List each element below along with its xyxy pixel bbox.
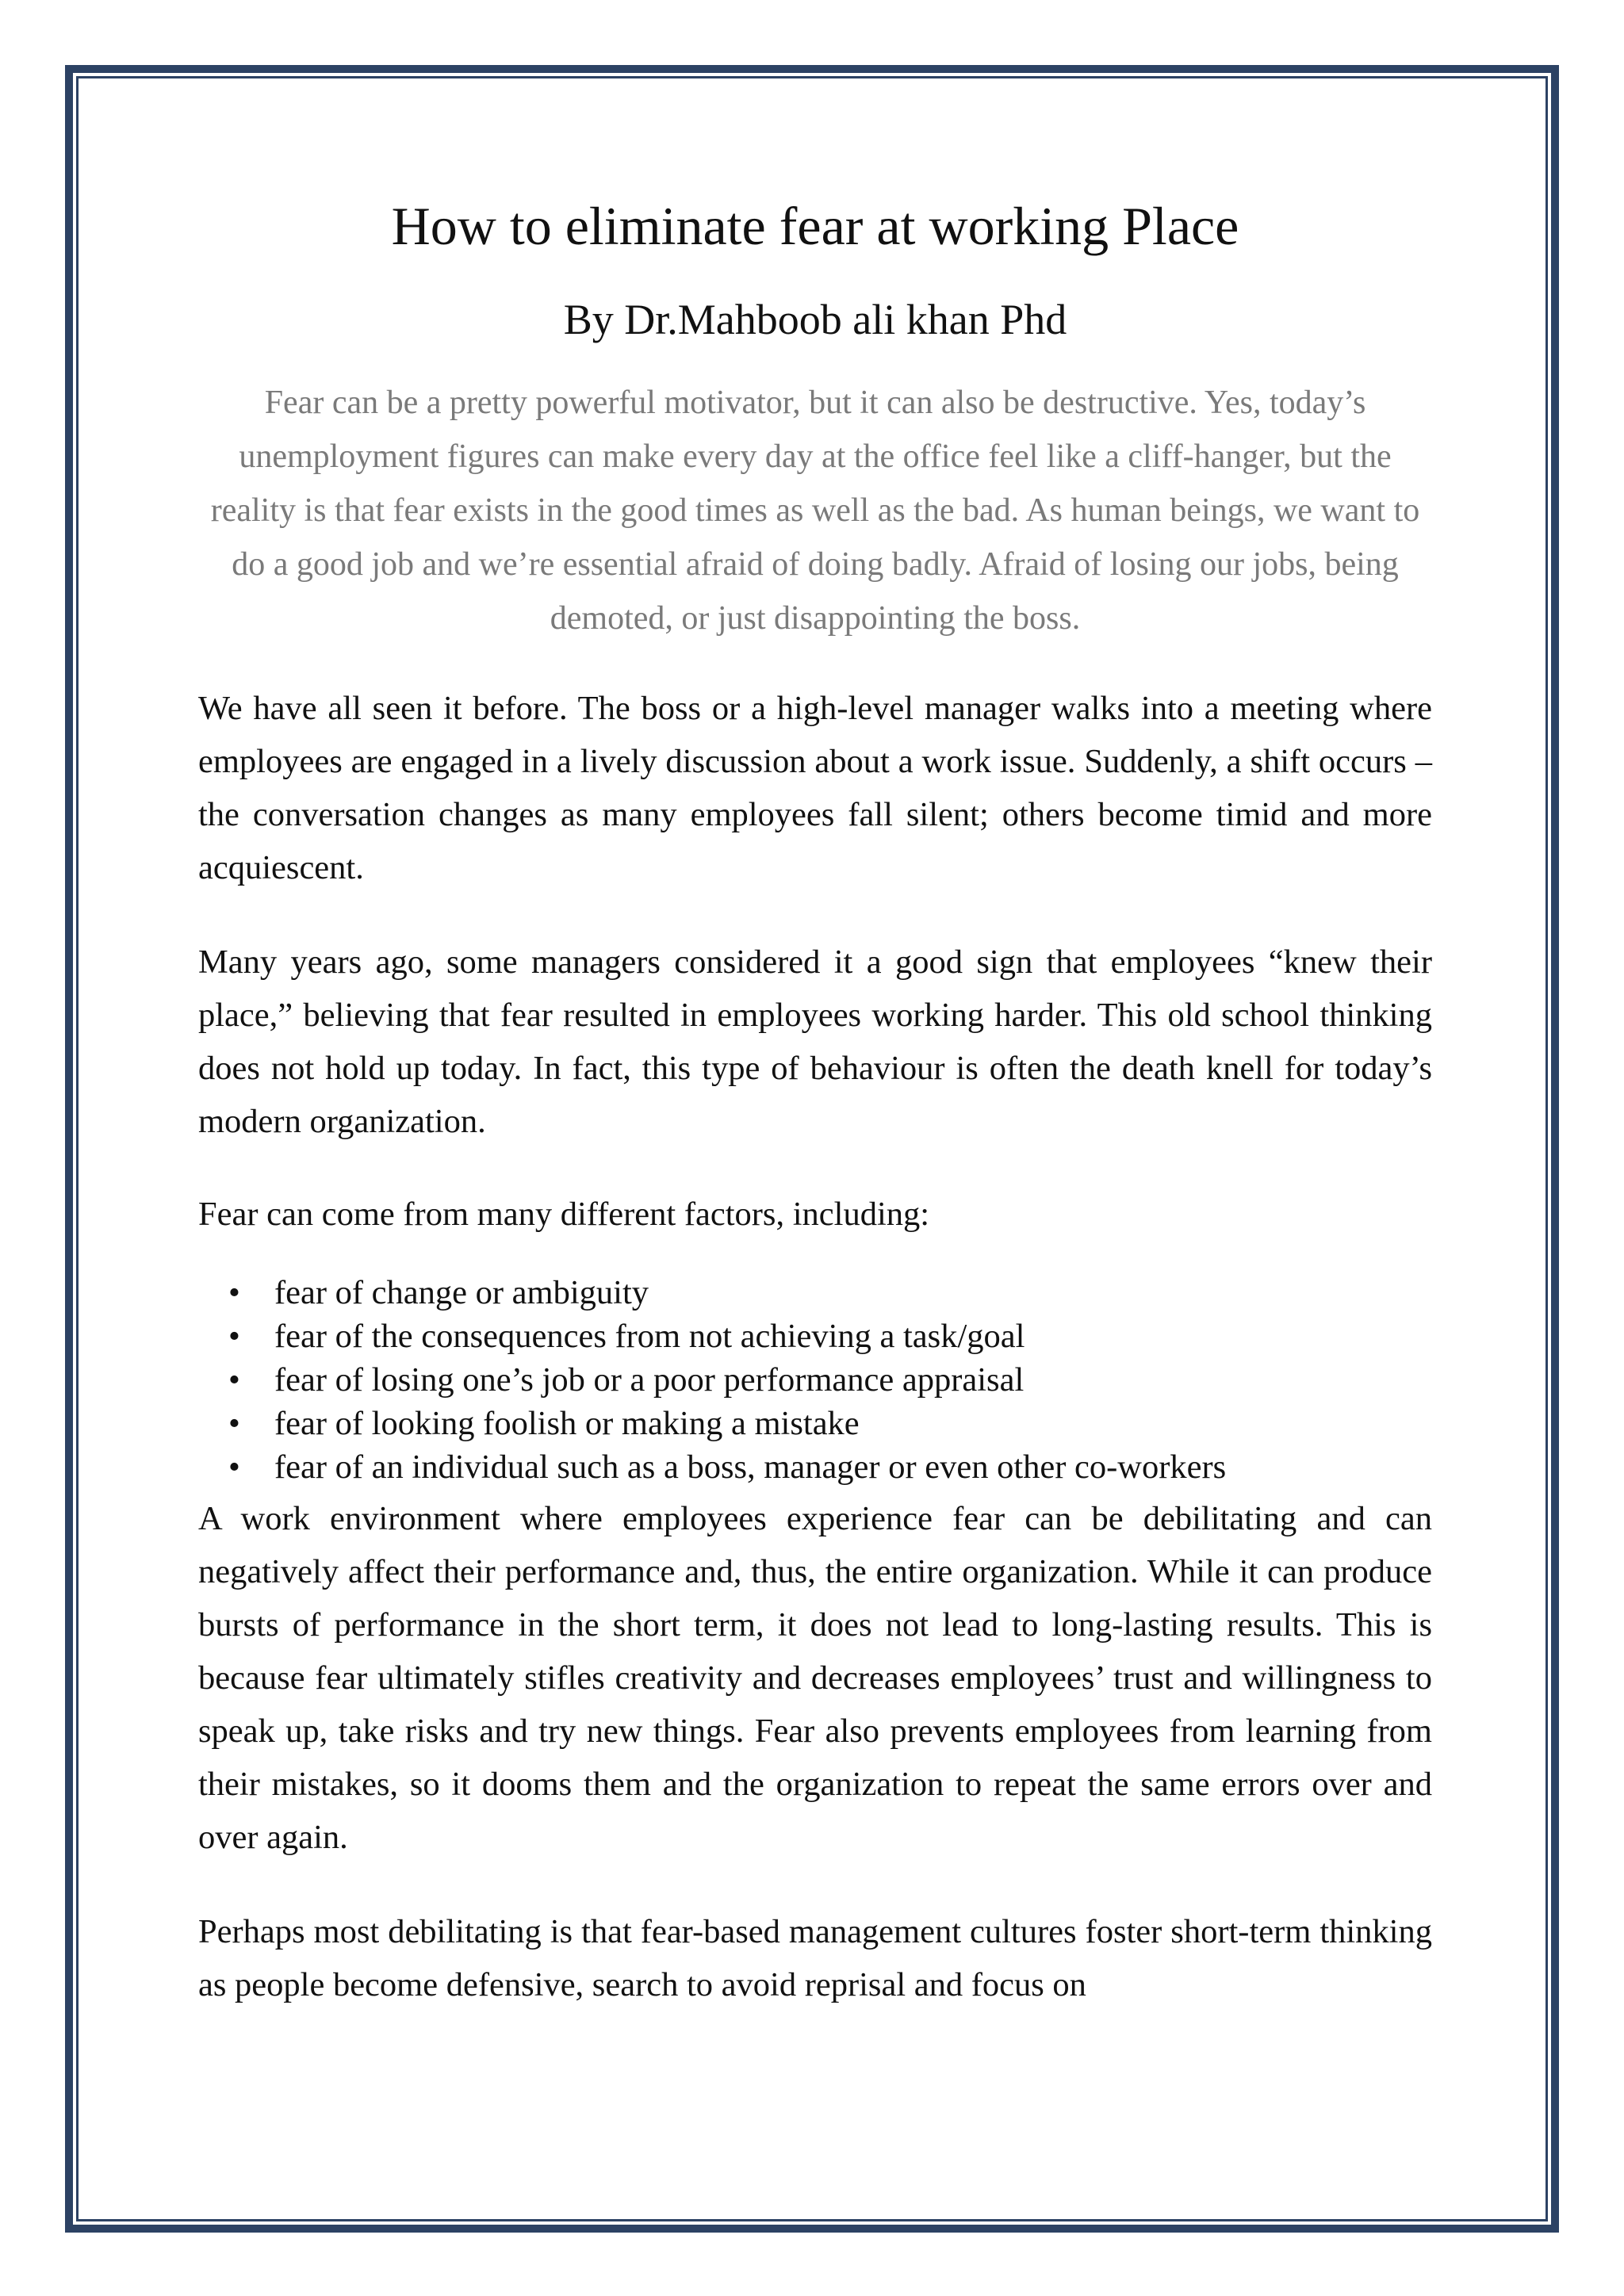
list-item-text: fear of looking foolish or making a mistake [274,1405,860,1442]
paragraph-2: Many years ago, some managers considered it a good sign that employees “knew their place,” believing that fear resulted in employees working harder. This old school thinking does not hold up today. In fact, this type of behaviour is often the death knell for today’s modern organization. [198,943,1432,1140]
fear-factors-list [198,1271,1432,1489]
list-item-text: fear of the consequences from not achieving a task/goal [274,1318,1025,1355]
list-item [198,1445,1432,1489]
list-item [198,1314,1432,1358]
document-byline: By Dr.Mahboob ali khan Phd [563,296,1067,343]
document-title: How to eliminate fear at working Place [391,196,1239,256]
bullet-icon: • [228,1448,240,1486]
paragraph-3: Fear can come from many different factors, including: [198,1196,930,1233]
bullet-icon: • [228,1405,240,1442]
bullet-icon: • [228,1318,240,1355]
list-item [198,1402,1432,1445]
bullet-icon: • [228,1361,240,1399]
intro-paragraph: Fear can be a pretty powerful motivator, but it can also be destructive. Yes, today’s unemployment figures can make every day at the office feel like a cliff-hanger, but the reality is that fear exists in the good times as well as the bad. As human beings, we want to do a good job and we’re essential afraid of doing badly. Afraid of losing our jobs, being demoted, or just disappointing the boss. [210,385,1420,637]
list-item-text: fear of change or ambiguity [274,1274,649,1311]
list-item [198,1358,1432,1402]
bullet-icon: • [228,1274,240,1311]
list-item [198,1271,1432,1314]
paragraph-1: We have all seen it before. The boss or a high-level manager walks into a meeting where employees are engaged in a lively discussion about a work issue. Suddenly, a shift occurs – the conversation changes as many employees fall silent; others become timid and more acquiescent. [198,690,1432,886]
document-body [198,190,1432,2011]
list-item-text: fear of an individual such as a boss, manager or even other co-workers [274,1448,1227,1486]
list-item-text: fear of losing one’s job or a poor performance appraisal [274,1361,1025,1399]
paragraph-4: A work environment where employees experience fear can be debilitating and can negatively affect their performance and, thus, the entire organization. While it can produce bursts of performance in the short term, it does not lead to long-lasting results. This is because fear ultimately stifles creativity and decreases employees’ trust and willingness to speak up, take risks and try new things. Fear also prevents employees from learning from their mistakes, so it dooms them and the organization to repeat the same errors over and over again. [198,1500,1432,1856]
paragraph-5: Perhaps most debilitating is that fear-based management cultures foster short-term thinking as people become defensive, search to avoid reprisal and focus on [198,1913,1432,2003]
